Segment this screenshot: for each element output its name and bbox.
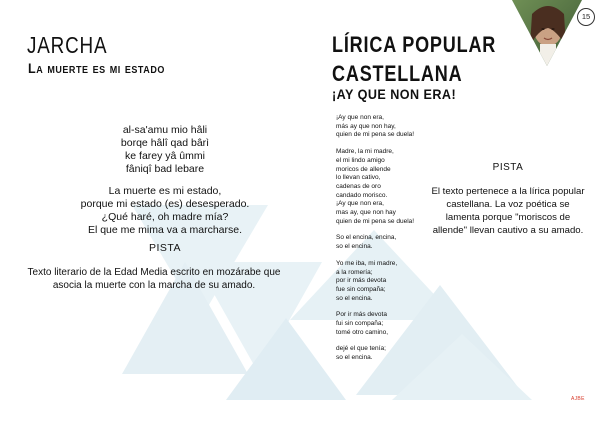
translated-poem xyxy=(20,185,310,237)
poem-line: So el encina, encina, xyxy=(336,234,397,242)
poem-line: a la romería; xyxy=(336,268,373,276)
poem-stanza xyxy=(336,114,456,140)
right-page xyxy=(300,0,600,424)
poem-line: La muerte es mi estado, xyxy=(108,185,222,197)
poem-line: moricos de allende xyxy=(336,165,391,173)
poem-line: so el encina. xyxy=(336,243,373,251)
poem-stanza xyxy=(336,345,456,362)
page-title: JARCHA xyxy=(27,32,108,58)
page-subtitle: ¡AY QUE NON ERA! xyxy=(332,86,457,102)
poem-line: fâniqî bad lebare xyxy=(125,163,205,175)
villancico-poem xyxy=(336,114,456,371)
poem-line: ¡Ay que non era, xyxy=(336,200,384,208)
poem-line: cadenas de oro xyxy=(336,182,381,190)
poem-line: Madre, la mi madre, xyxy=(336,148,394,156)
poem-line: borqe hâlî qad bârì xyxy=(120,137,210,149)
poem-line: porque mi estado (es) desesperado. xyxy=(80,198,250,210)
poem-line: ¿Qué haré, oh madre mía? xyxy=(101,211,229,223)
poem-line: Por ir más devota xyxy=(336,311,387,319)
poem-stanza xyxy=(336,311,456,337)
title-line: CASTELLANA xyxy=(332,61,463,86)
poem-line: Yo me iba, mi madre, xyxy=(336,259,398,267)
poem-line: al-sa'amu mio hâli xyxy=(122,124,208,136)
poem-line: más ay que non hay, xyxy=(336,122,396,130)
poem-line: lo llevan cativo, xyxy=(336,174,381,182)
poem-line: el mi lindo amigo xyxy=(336,156,385,164)
poem-line: so el encina. xyxy=(336,354,373,362)
poem-stanza xyxy=(336,234,456,251)
poem-stanza xyxy=(336,260,456,304)
poem-line: candado morisco. xyxy=(336,191,388,199)
page-number: 15 xyxy=(577,8,595,26)
poem-line: ¡Ay que non era, xyxy=(336,114,384,121)
pista-note: El texto pertenece a la lírica popular castellana. La voz poética se lamenta porque "moriscos de allende" llevan cautivo a su amado. xyxy=(431,186,585,236)
poem-line: so el encina. xyxy=(336,294,373,302)
poem-line: El que me mima va a marcharse. xyxy=(87,224,243,236)
poem-line: mas ay, que non hay xyxy=(336,209,396,217)
poem-line: ke farey yâ ûmmi xyxy=(125,150,205,162)
poem-line: dejé el que tenía; xyxy=(336,345,386,353)
poem-line: tomé otro camino, xyxy=(336,328,389,336)
page-title xyxy=(332,30,496,88)
pista-note: Texto literario de la Edad Media escrito en mozárabe que asocia la muerte con la marcha de su amado. xyxy=(27,267,281,291)
poem-line: quien de mi pena se duela! xyxy=(336,217,415,225)
pista-label: PISTA xyxy=(492,162,524,173)
footer-logo: AJBE xyxy=(571,396,585,402)
poem-line: fui sin compaña; xyxy=(336,320,384,328)
pista-label: PISTA xyxy=(148,242,182,254)
poem-line: quien de mi pena se duela! xyxy=(336,131,415,139)
poem-line: por ir más devota xyxy=(336,277,387,285)
poem-line: fue sin compaña; xyxy=(336,285,386,293)
page-subtitle: La muerte es mi estado xyxy=(28,60,165,76)
portrait-photo xyxy=(512,0,582,66)
original-poem xyxy=(20,124,310,176)
title-line: LÍRICA POPULAR xyxy=(332,32,497,57)
